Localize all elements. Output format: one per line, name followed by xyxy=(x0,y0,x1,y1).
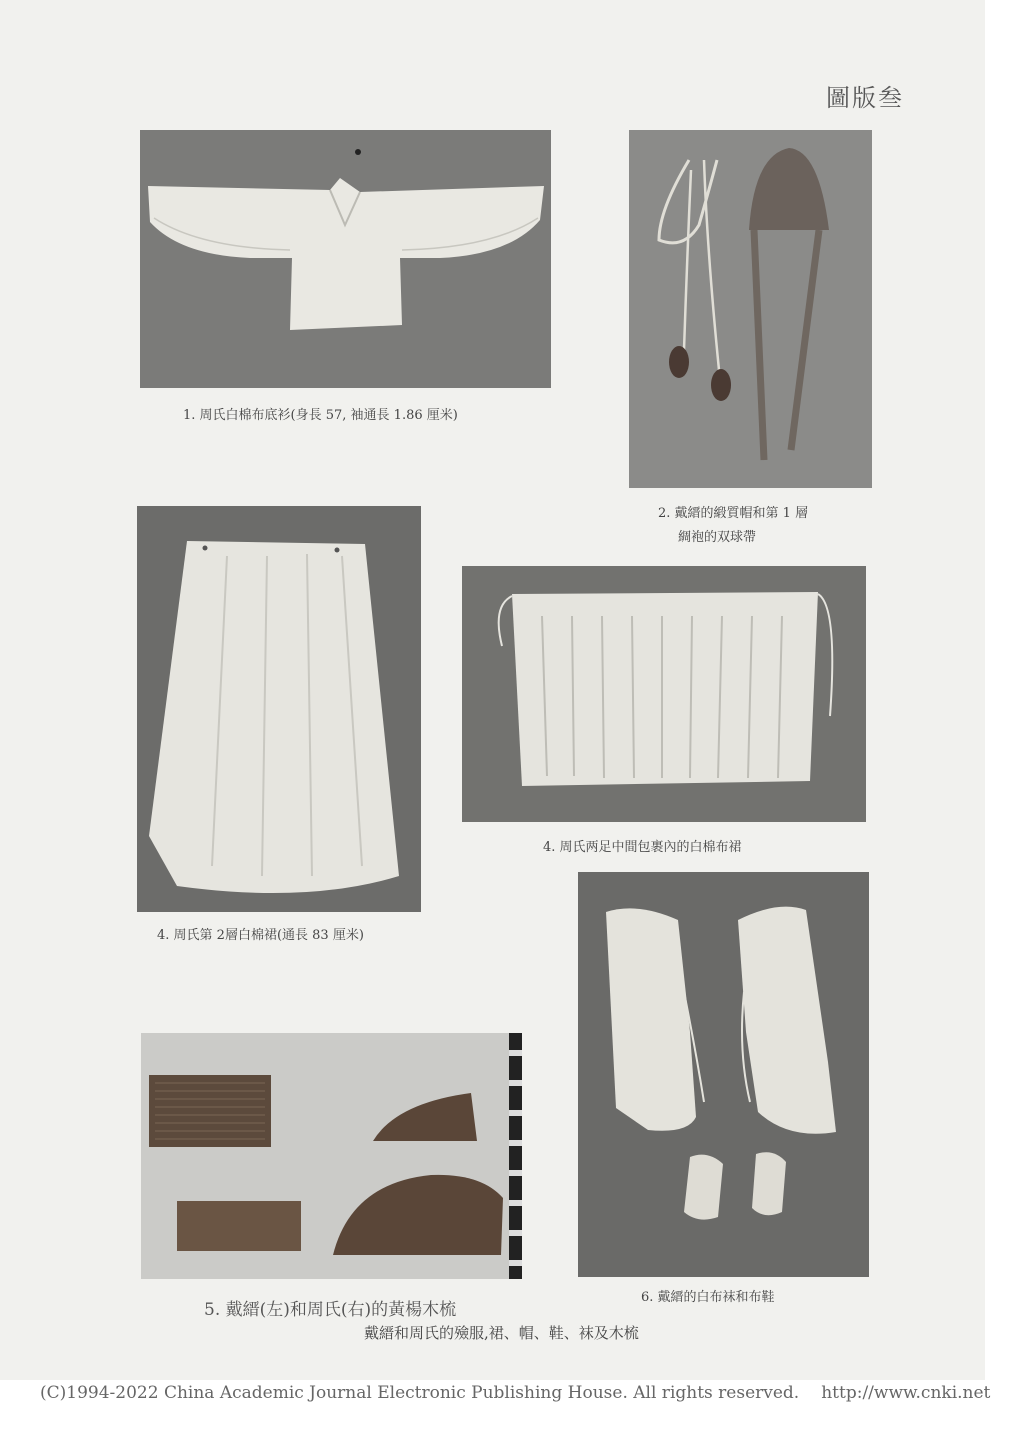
photo-combs xyxy=(141,1033,522,1279)
caption-fig-2-line1: 2. 戴縉的緞質帽和第 1 層 xyxy=(658,506,809,521)
cnki-link[interactable]: http://www.cnki.net xyxy=(821,1383,991,1403)
caption-fig-3: 4. 周氏第 2層白棉裙(通長 83 厘米) xyxy=(157,928,364,943)
plate-title: 圖版叁 xyxy=(826,84,904,112)
caption-fig-2-line2: 綢袍的双球帶 xyxy=(678,530,757,545)
caption-fig-6: 6. 戴縉的白布袜和布鞋 xyxy=(641,1290,775,1305)
photo-socks-shoes xyxy=(578,872,869,1277)
photo-hat-belt xyxy=(629,130,872,488)
caption-fig-1: 1. 周氏白棉布底衫(身長 57, 袖通長 1.86 厘米) xyxy=(183,408,458,423)
copyright-text: (C)1994-2022 China Academic Journal Electronic Publishing House. All rights reserved. xyxy=(40,1383,800,1403)
photo-undershirt xyxy=(140,130,551,388)
plate-caption: 戴縉和周氏的殮服,裙、帽、鞋、袜及木梳 xyxy=(364,1324,639,1342)
photo-long-skirt xyxy=(137,506,421,912)
caption-fig-4: 4. 周氏两足中間包裹內的白棉布裙 xyxy=(543,840,742,855)
copyright-footer xyxy=(40,1383,1000,1403)
caption-fig-5: 5. 戴縉(左)和周氏(右)的黃楊木梳 xyxy=(204,1300,457,1320)
photo-pleated-skirt xyxy=(462,566,866,822)
